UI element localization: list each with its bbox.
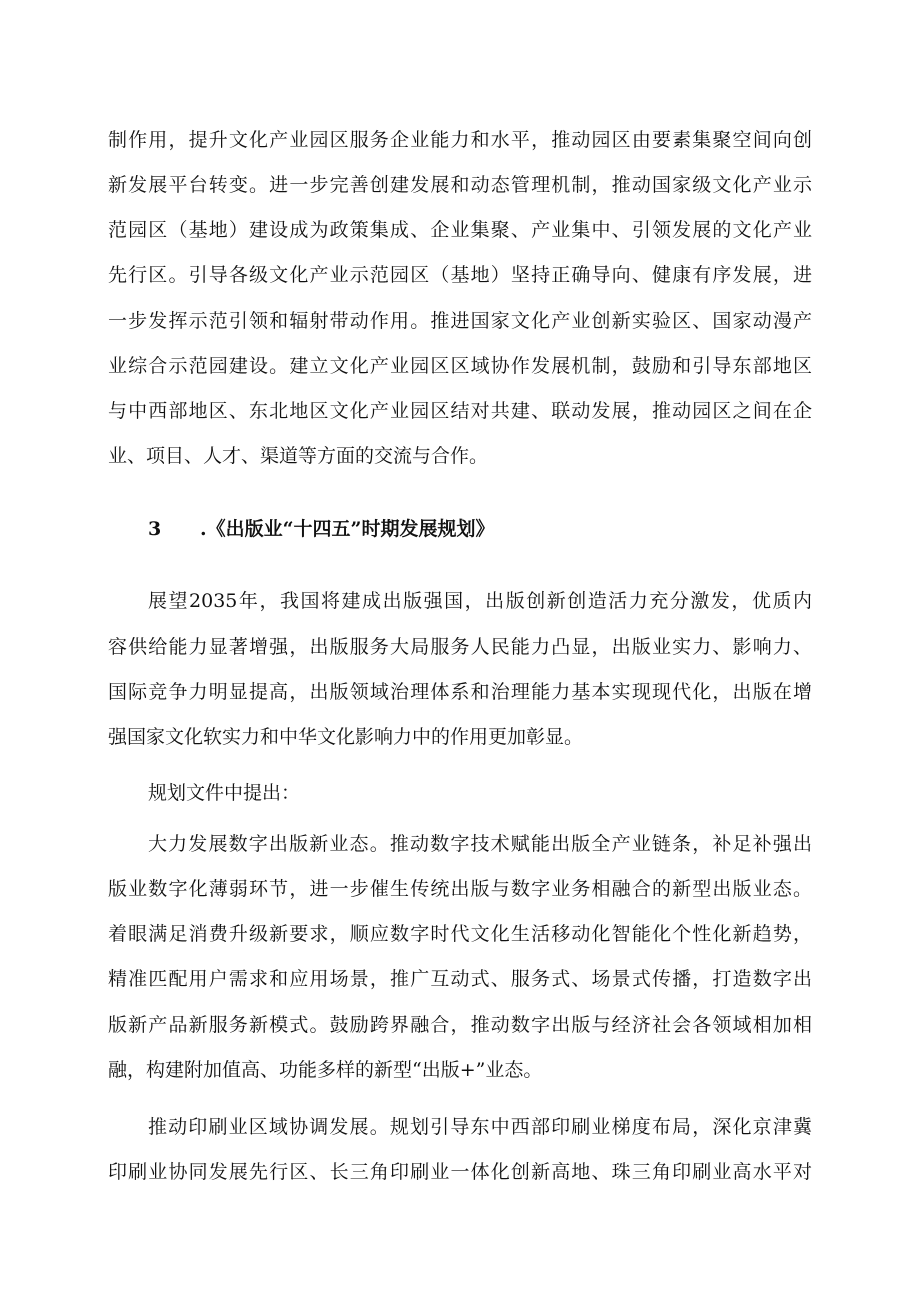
paragraph-1-line: 新发展平台转变。进一步完善创建发展和动态管理机制，推动国家级文化产业示 — [108, 174, 812, 196]
paragraph-1-line: 与中西部地区、东北地区文化产业园区结对共建、联动发展，推动园区之间在企 — [108, 400, 812, 422]
paragraph-3-line: 规划文件中提出： — [148, 782, 301, 804]
paragraph-1-line: 范园区（基地）建设成为政策集成、企业集聚、产业集中、引领发展的文化产业 — [108, 219, 812, 241]
paragraph-4-line: 精准匹配用户需求和应用场景，推广互动式、服务式、场景式传播，打造数字出 — [108, 968, 812, 990]
paragraph-1-line: 制作用，提升文化产业园区服务企业能力和水平，推动园区由要素集聚空间向创 — [108, 129, 812, 151]
paragraph-1-line: 先行区。引导各级文化产业示范园区（基地）坚持正确导向、健康有序发展，进 — [108, 264, 812, 286]
paragraph-4-line: 融，构建附加值高、功能多样的新型“出版+”业态。 — [108, 1059, 543, 1081]
paragraph-5-line: 印刷业协同发展先行区、长三角印刷业一体化创新高地、珠三角印刷业高水平对 — [108, 1161, 812, 1183]
paragraph-1-line: 业、项目、人才、渠道等方面的交流与合作。 — [108, 445, 489, 467]
paragraph-1-line: 业综合示范园建设。建立文化产业园区区域协作发展机制，鼓励和引导东部地区 — [108, 355, 812, 377]
paragraph-2-line: 容供给能力显著增强，出版服务大局服务人民能力凸显，出版业实力、影响力、 — [108, 636, 812, 658]
paragraph-2-line: 展望2035年，我国将建成出版强国，出版创新创造活力充分激发，优质内 — [148, 590, 812, 612]
section-number: 3 — [148, 518, 162, 540]
section-title: .《出版业“十四五”时期发展规划》 — [200, 518, 495, 540]
section-heading — [148, 517, 494, 541]
paragraph-1-line: 一步发挥示范引领和辐射带动作用。推进国家文化产业创新实验区、国家动漫产 — [108, 310, 812, 332]
paragraph-5-line: 推动印刷业区域协调发展。规划引导东中西部印刷业梯度布局，深化京津冀 — [148, 1116, 812, 1138]
paragraph-4-line: 版业数字化薄弱环节，进一步催生传统出版与数字业务相融合的新型出版业态。 — [108, 878, 812, 900]
paragraph-4-line: 着眼满足消费升级新要求，顺应数字时代文化生活移动化智能化个性化新趋势， — [108, 923, 812, 945]
paragraph-4-line: 版新产品新服务新模式。鼓励跨界融合，推动数字出版与经济社会各领域相加相 — [108, 1014, 812, 1036]
paragraph-4-line: 大力发展数字出版新业态。推动数字技术赋能出版全产业链条，补足补强出 — [148, 833, 812, 855]
paragraph-2-line: 国际竞争力明显提高，出版领域治理体系和治理能力基本实现现代化，出版在增 — [108, 681, 812, 703]
paragraph-2-line: 强国家文化软实力和中华文化影响力中的作用更加彰显。 — [108, 726, 584, 748]
